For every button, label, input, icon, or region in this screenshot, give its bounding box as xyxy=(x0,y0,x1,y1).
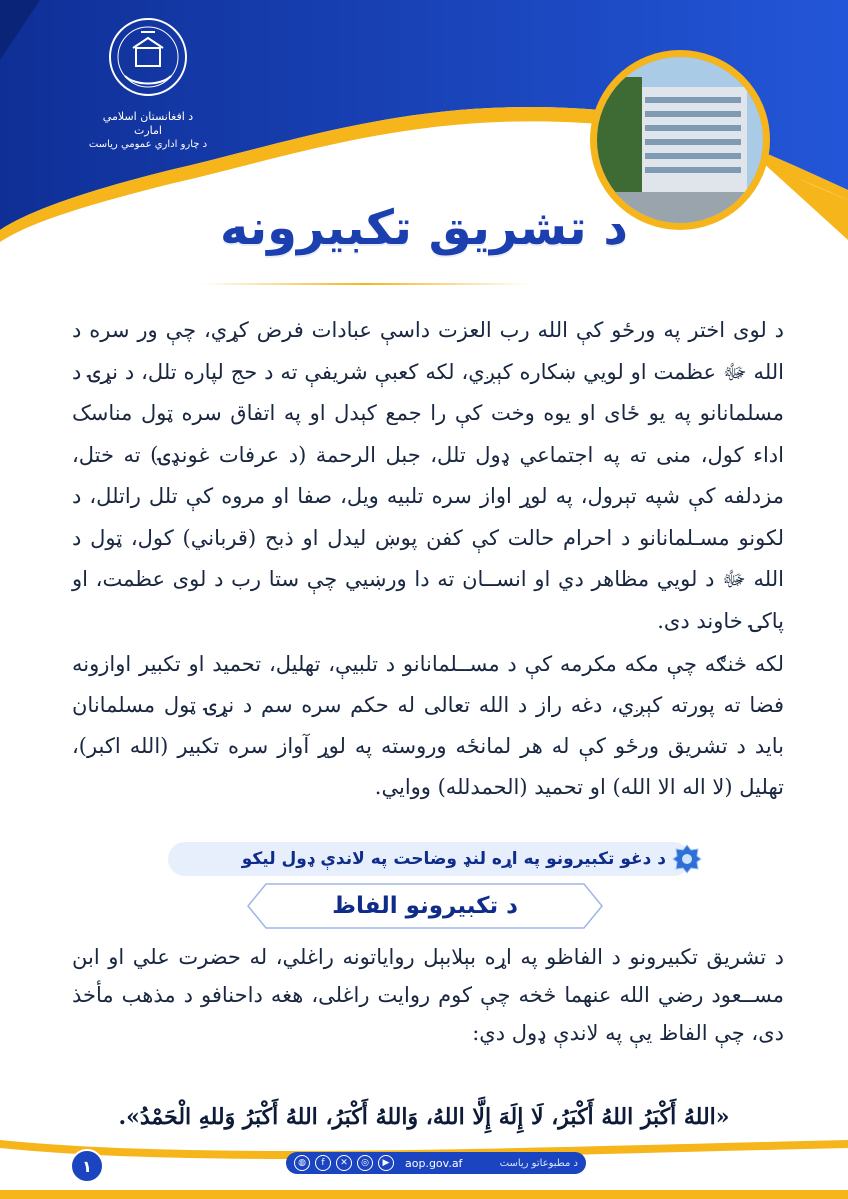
department-label: د مطبوعاتو رياست xyxy=(499,1157,578,1169)
social-bar xyxy=(286,1152,586,1174)
page-title: د تشريق تکبيرونه xyxy=(219,200,629,256)
emblem xyxy=(88,14,208,151)
page-number: ١ xyxy=(70,1149,104,1183)
takbir-quote: «اللهُ أَكْبَرُ اللهُ أَكْبَرُ، لَا إِلَهَ إِلَّا اللهُ، وَاللهُ أَكْبَرُ، اللهُ أَكْبَرُ وَللهِ الْحَمْدُ». xyxy=(118,1104,730,1130)
emblem-seal-icon xyxy=(105,14,191,100)
note-banner xyxy=(168,842,690,876)
paragraph-2: لکه څنګه چې مکه مکرمه کې د مســلمانانو د تلبيې، تهليل، تحميد او تکبير اوازونه فضا ته پورته کېږي، دغه راز د الله تعالی له حکم سره سم د نړۍ ټول مسلمانان بايد د تشريق ورځو کې له هر لمانځه وروسته په لوړ آواز سره تکبير (الله اکبر)، تهليل (لا اله الا الله) او تحميد (الحمدلله) ووايي. xyxy=(72,652,784,799)
website-link[interactable]: aop.gov.af xyxy=(405,1156,463,1170)
globe-icon[interactable]: ◍ xyxy=(294,1155,310,1171)
section-heading-box xyxy=(246,882,604,930)
emblem-title: د افغانستان اسلامي امارت xyxy=(102,110,194,137)
x-icon[interactable]: ✕ xyxy=(336,1155,352,1171)
ornament-icon xyxy=(672,844,702,874)
instagram-icon[interactable]: ◎ xyxy=(357,1155,373,1171)
youtube-icon[interactable]: ▶ xyxy=(378,1155,394,1171)
emblem-subtitle: د چارو اداري عمومي رياست xyxy=(88,139,208,150)
facebook-icon[interactable]: f xyxy=(315,1155,331,1171)
section-heading: د تکبيرونو الفاظ xyxy=(332,893,518,919)
note-text: د دغو تکبيرونو په اړه لنډ وضاحت په لاندې ډول ليکو xyxy=(241,849,666,869)
paragraph-1: د لوی اختر په ورځو کې الله رب العزت داسې عبادات فرض کړي، چې ور سره د الله ﷻ عظمت او لويي ښکاره کېږي، لکه کعبې شريفې ته د حج لپاره تلل، د نړۍ د مسلمانانو په يو ځای او يوه وخت کې را جمع کېدل او په اتفاق سره ټول مناسک اداء کول، منی ته په اجتماعي ډول تلل، جبل الرحمة (د عرفات غونډۍ) ته ختل، مزدلفه کې شپه تېرول، په لوړ اواز سره تلبيه ويل، صفا او مروه کې تلل راتلل، د لکونو مسـلمانانو د احرام حالت کې کفن پوښ ليدل او ذبح (قرباني) کول، ټول د الله ﷻ د لويي مظاهر دي او انســان ته دا ورښيي چې ستا رب د لوی عظمت، او پاکۍ خاوند دی. xyxy=(72,318,784,633)
title-divider xyxy=(200,283,530,285)
paragraph-3: د تشريق تکبيرونو د الفاظو په اړه بېلابېل رواياتونه راغلي، له حضرت علي او ابن مســعود رضي الله عنهما څخه چې کوم روايت راغلی، هغه داحنافو د مذهب مأخذ دی، چې الفاظ يې په لاندې ډول دي: xyxy=(72,945,784,1045)
